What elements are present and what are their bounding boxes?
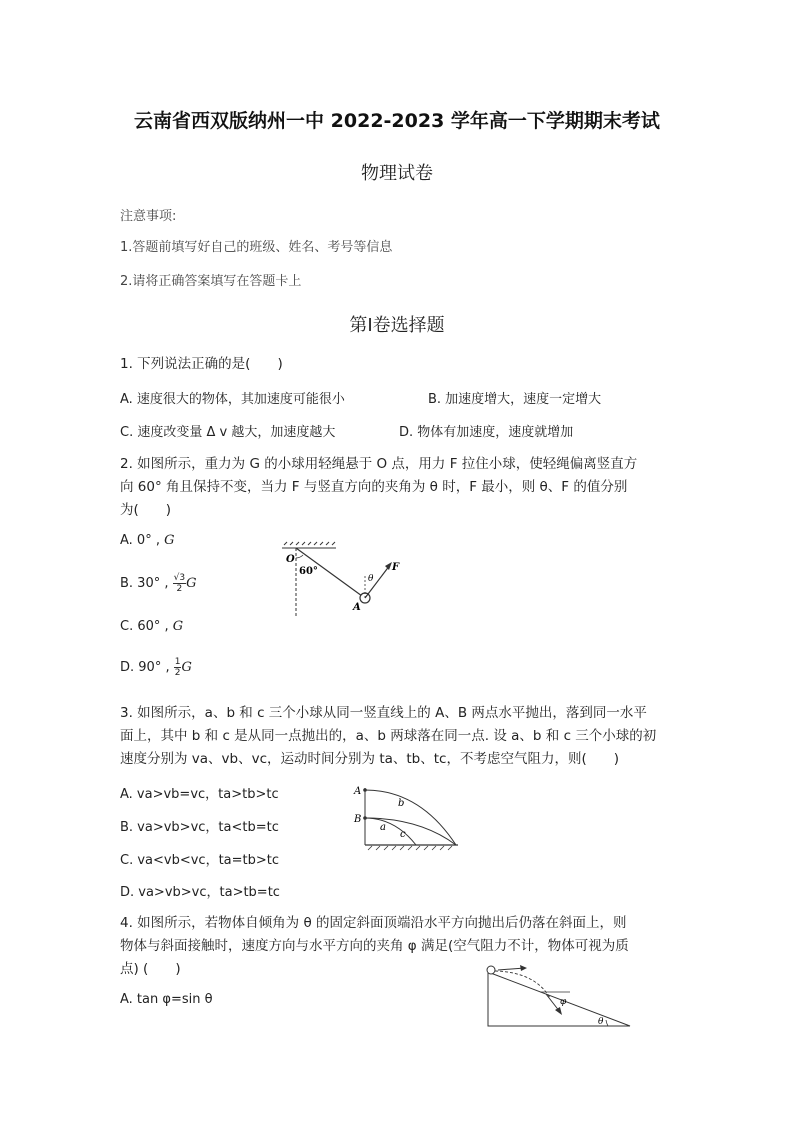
question-4-line: 点) ( ) — [120, 961, 181, 977]
trajectory-a — [365, 790, 456, 845]
arrow-head — [555, 1007, 562, 1015]
ground-hatch — [368, 846, 452, 850]
label-point-a: A — [354, 786, 362, 797]
question-3-line: 3. 如图所示，a、b 和 c 三个小球从同一竖直线上的 A、B 两点水平抛出，落到同一水平 — [120, 705, 647, 721]
label-point-b: B — [354, 814, 362, 825]
question-4-figure — [480, 962, 640, 1032]
label-curve-c: c — [400, 829, 406, 840]
question-2-line: 向 60° 角且保持不变，当力 F 与竖直方向的夹角为 θ 时，F 最小，则 θ、F 的值分别 — [120, 479, 628, 495]
angle-arc — [296, 555, 303, 558]
label-o: O — [286, 554, 295, 565]
label-a: A — [353, 602, 361, 613]
question-2-line: 为( ) — [120, 502, 172, 518]
question-4-line: 4. 如图所示，若物体自倾角为 θ 的固定斜面顶端沿水平方向抛出后仍落在斜面上，则 — [120, 915, 627, 931]
question-1-option-d: D. 物体有加速度，速度就增加 — [399, 425, 574, 440]
question-2-option-b: B. 30° , $\frac{√3}{2}$ G — [120, 573, 197, 594]
label-curve-b: b — [398, 798, 405, 809]
angle-arc — [606, 1020, 608, 1026]
question-3-option-c: C. va<vb<vc，ta=tb>tc — [120, 853, 280, 868]
question-2-figure — [278, 540, 408, 620]
arrow-head — [385, 562, 392, 570]
note-item: 2.请将正确答案填写在答题卡上 — [120, 274, 302, 289]
label-f: F — [392, 562, 400, 573]
question-2-line: 2. 如图所示，重力为 G 的小球用轻绳悬于 O 点，用力 F 拉住小球，使轻绳偏离竖直方 — [120, 456, 638, 472]
question-4-line: 物体与斜面接触时，速度方向与水平方向的夹角 φ 满足(空气阻力不计，物体可视为质 — [120, 938, 629, 954]
label-phi: φ — [560, 997, 567, 1007]
question-3-option-d: D. va>vb>vc，ta>tb=tc — [120, 885, 280, 900]
question-3-option-b: B. va>vb>vc，ta<tb=tc — [120, 820, 279, 835]
trajectory-b — [365, 818, 456, 845]
question-2-option-a: A. 0° , G — [120, 533, 175, 548]
label-theta: θ — [368, 574, 374, 584]
note-item: 1.答题前填写好自己的班级、姓名、考号等信息 — [120, 240, 393, 255]
question-3-option-a: A. va>vb=vc，ta>tb>tc — [120, 787, 279, 802]
arrow-head — [520, 965, 527, 971]
trajectory-c — [365, 818, 416, 845]
question-2-option-d: D. 90° , $\frac{1}{2}$ G — [120, 657, 192, 678]
trajectory — [495, 971, 550, 998]
question-3-figure — [350, 780, 460, 855]
section-title: 第Ⅰ卷选择题 — [349, 315, 445, 336]
question-1-option-b: B. 加速度增大，速度一定增大 — [428, 392, 602, 407]
notes-heading: 注意事项: — [120, 209, 177, 224]
question-2-option-c: C. 60° , G — [120, 619, 184, 634]
label-curve-a: a — [380, 822, 386, 833]
fraction: $\frac{√3}{2}$ — [173, 573, 186, 594]
exam-title: 云南省西双版纳州一中 2022-2023 学年高一下学期期末考试 — [134, 110, 660, 132]
fraction: $\frac{1}{2}$ — [174, 657, 181, 678]
question-1-stem: 1. 下列说法正确的是( ) — [120, 356, 283, 372]
question-1-option-c: C. 速度改变量 Δ v 越大，加速度越大 — [120, 425, 336, 440]
question-4-option-a: A. tan φ=sin θ — [120, 992, 213, 1007]
question-3-line: 面上，其中 b 和 c 是从同一点抛出的，a、b 两球落在同一点. 设 a、b 和 c 三个小球的初 — [120, 728, 657, 744]
exam-subtitle: 物理试卷 — [361, 163, 433, 184]
question-1-option-a: A. 速度很大的物体，其加速度可能很小 — [120, 392, 345, 407]
ball — [487, 966, 495, 974]
question-3-line: 速度分别为 va、vb、vc，运动时间分别为 ta、tb、tc，不考虑空气阻力，则( ) — [120, 751, 619, 767]
ceiling-hatch — [282, 542, 336, 548]
label-60: 60° — [299, 566, 318, 577]
label-theta: θ — [598, 1017, 604, 1027]
incline — [488, 972, 630, 1026]
